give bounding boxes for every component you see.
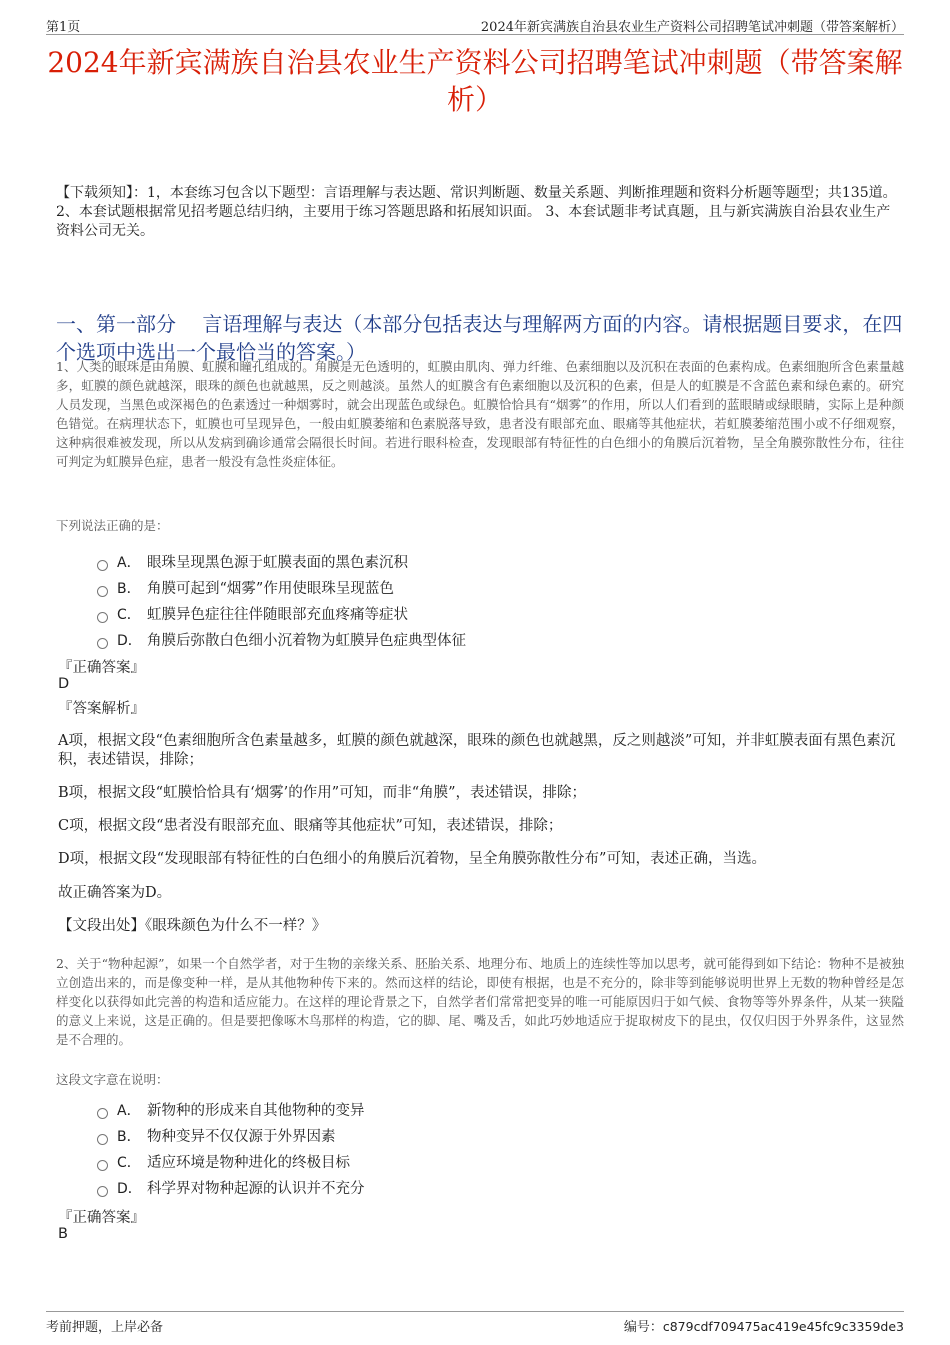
option-letter: D．	[117, 1181, 142, 1197]
page-footer	[46, 1311, 904, 1336]
radio-icon[interactable]	[97, 638, 108, 649]
analysis-label: 『答案解析』	[58, 701, 145, 717]
option-text: 适应环境是物种进化的终极目标	[147, 1155, 350, 1171]
radio-icon[interactable]	[97, 1108, 108, 1119]
radio-icon[interactable]	[97, 1134, 108, 1145]
option-text: 新物种的形成来自其他物种的变异	[147, 1103, 365, 1119]
passage-source: 【文段出处】《眼珠颜色为什么不一样？》	[58, 918, 327, 934]
option-c[interactable]	[97, 602, 877, 628]
option-text: 科学界对物种起源的认识并不充分	[147, 1181, 365, 1197]
radio-icon[interactable]	[97, 1160, 108, 1171]
footer-code	[624, 1316, 904, 1335]
answer-label: 『正确答案』	[58, 660, 145, 676]
analysis-item-b: B项，根据文段“虹膜恰恰具有‘烟雾’的作用”可知，而非“角膜”，表述错误，排除；	[58, 785, 587, 801]
section-title: 一、第一部分 言语理解与表达（本部分包括表达与理解两方面的内容。请根据题目要求，在四个选项中选出一个最恰当的答案。）	[56, 312, 903, 364]
option-text: 角膜后弥散白色细小沉着物为虹膜异色症典型体征	[147, 633, 466, 649]
option-text: 眼珠呈现黑色源于虹膜表面的黑色素沉积	[147, 555, 408, 571]
footer-code-value: c879cdf709475ac419e45fc9c3359de3	[662, 1319, 904, 1334]
radio-icon[interactable]	[97, 586, 108, 597]
analysis-conclusion: 故正确答案为D。	[58, 885, 172, 901]
page-number: 第1页	[46, 20, 81, 35]
option-letter: B．	[117, 581, 141, 597]
option-d[interactable]	[97, 1176, 877, 1202]
question-1-options	[97, 550, 877, 654]
question-2-prompt: 这段文字意在说明：	[56, 1072, 169, 1087]
option-text: 角膜可起到“烟雾”作用使眼珠呈现蓝色	[147, 581, 394, 597]
analysis-item-a: A项，根据文段“色素细胞所含色素量越多，虹膜的颜色就越深，眼珠的颜色也就越黑，反之则越淡”可知，并非虹膜表面有黑色素沉积，表述错误，排除；	[58, 733, 896, 768]
question-1-prompt: 下列说法正确的是：	[56, 518, 169, 533]
footer-code-label: 编号：	[623, 1320, 663, 1335]
option-b[interactable]	[97, 1124, 877, 1150]
answer-label: 『正确答案』	[58, 1210, 145, 1226]
option-letter: D．	[117, 633, 142, 649]
option-letter: B．	[117, 1129, 141, 1145]
question-2-passage: 2、关于“物种起源”，如果一个自然学者，对于生物的亲缘关系、胚胎关系、地理分布、地质上的连续性等加以思考，就可能得到如下结论：物种不是被独立创造出来的，而是像变种一样，是从其他物种传下来的。然而这样的结论，即使有根据，也是不充分的，除非等到能够说明世界上无数的物种曾经是怎样变化以获得如此完善的构造和适应能力。在这样的理论背景之下，自然学者们常常把变异的唯一可能原因归于如气候、食物等等外界条件，从某一狭隘的意义上来说，这是正确的。但是要把像啄木鸟那样的构造，它的脚、尾、嘴及舌，如此巧妙地适应于捉取树皮下的昆虫，仅仅归因于外界条件，这显然是不合理的。	[56, 956, 904, 1047]
option-c[interactable]	[97, 1150, 877, 1176]
question-2-options	[97, 1098, 877, 1202]
option-d[interactable]	[97, 628, 877, 654]
page-header	[46, 14, 904, 35]
option-letter: C．	[117, 607, 141, 623]
header-doc-title: 2024年新宾满族自治县农业生产资料公司招聘笔试冲刺题（带答案解析）	[480, 20, 904, 35]
answer-value: D	[58, 676, 70, 692]
option-text: 虹膜异色症往往伴随眼部充血疼痛等症状	[147, 607, 408, 623]
download-notice: 【下载须知】：1，本套练习包含以下题型：言语理解与表达题、常识判断题、数量关系题、判断推理题和资料分析题等题型；共135道。 2、本套试题根据常见招考题总结归纳，主要用于练习答题思路和拓展知识面。 3、本套试题非考试真题，且与新宾满族自治县农业生产资料公司无关。	[56, 185, 897, 239]
radio-icon[interactable]	[97, 560, 108, 571]
question-1-passage: 1、人类的眼珠是由角膜、虹膜和瞳孔组成的。角膜是无色透明的，虹膜由肌肉、弹力纤维、色素细胞以及沉积在表面的色素构成。色素细胞所含色素量越多，虹膜的颜色就越深，眼珠的颜色也就越黑，反之则越淡。虽然人的虹膜含有色素细胞以及沉积的色素，但是人的虹膜是不含蓝色素和绿色素的。研究人员发现，当黑色或深褐色的色素透过一种烟雾时，就会出现蓝色或绿色。虹膜恰恰具有“烟雾”的作用，所以人们看到的蓝眼睛或绿眼睛，实际上是种颜色错觉。在病理状态下，虹膜也可呈现异色，一般由虹膜萎缩和色素脱落导致，患者没有眼部充血、眼痛等其他症状，若虹膜萎缩范围小或不仔细观察，这种病很难被发现，所以从发病到确诊通常会隔很长时间。若进行眼科检查，发现眼部有特征性的白色细小的角膜后沉着物，呈全角膜弥散性分布，往往可判定为虹膜异色症，患者一般没有急性炎症体征。	[56, 359, 904, 469]
option-a[interactable]	[97, 1098, 877, 1124]
document-title: 2024年新宾满族自治县农业生产资料公司招聘笔试冲刺题（带答案解析）	[47, 46, 903, 116]
option-a[interactable]	[97, 550, 877, 576]
analysis-item-c: C项，根据文段“患者没有眼部充血、眼痛等其他症状”可知，表述错误，排除；	[58, 818, 563, 834]
radio-icon[interactable]	[97, 1186, 108, 1197]
radio-icon[interactable]	[97, 612, 108, 623]
option-b[interactable]	[97, 576, 877, 602]
answer-value: B	[58, 1226, 68, 1242]
footer-slogan: 考前押题，上岸必备	[46, 1320, 164, 1335]
option-letter: A．	[117, 555, 141, 571]
option-letter: A．	[117, 1103, 141, 1119]
analysis-item-d: D项，根据文段“发现眼部有特征性的白色细小的角膜后沉着物，呈全角膜弥散性分布”可知，表述正确，当选。	[58, 851, 766, 867]
option-text: 物种变异不仅仅源于外界因素	[147, 1129, 336, 1145]
option-letter: C．	[117, 1155, 141, 1171]
